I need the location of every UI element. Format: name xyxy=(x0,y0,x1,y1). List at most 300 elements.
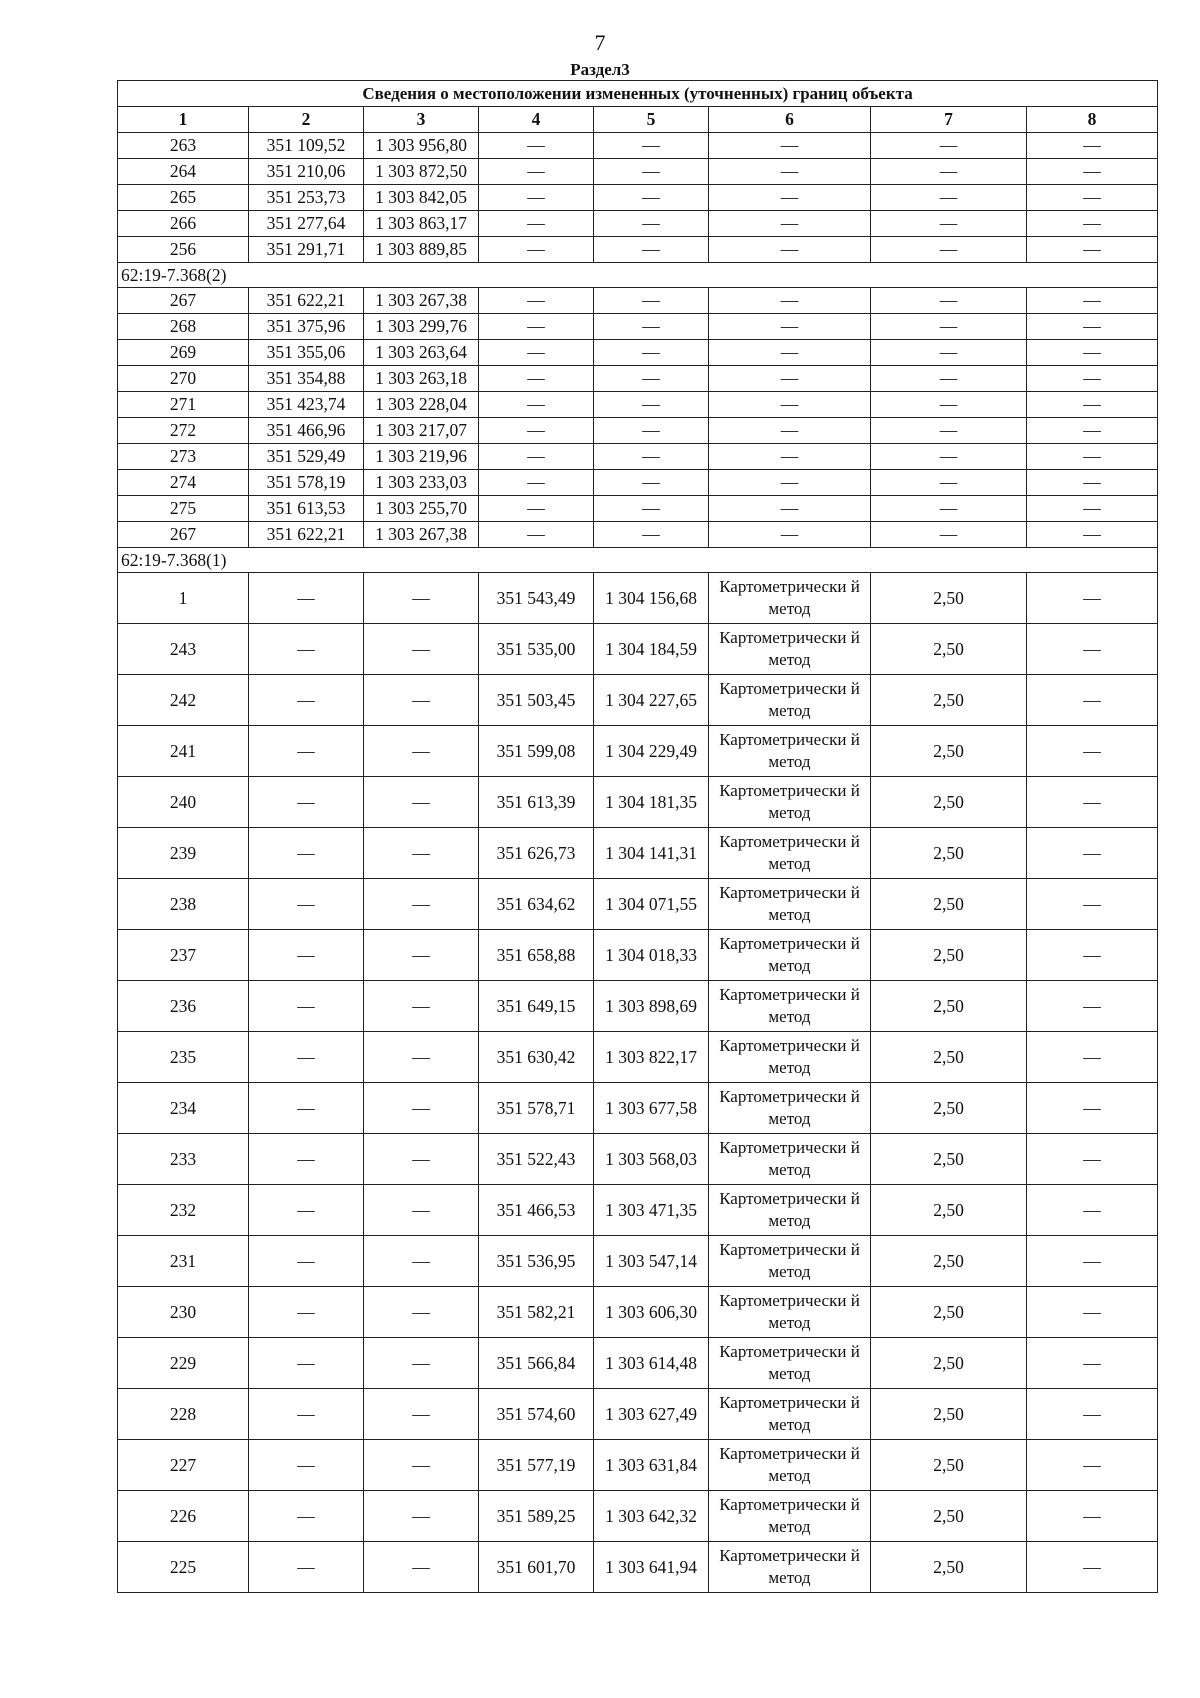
empty-cell: — xyxy=(479,366,594,392)
new-y: 1 304 141,31 xyxy=(594,828,709,879)
point-number: 267 xyxy=(118,288,249,314)
empty-cell: — xyxy=(479,159,594,185)
method: Картометрически й метод xyxy=(709,828,871,879)
group-label-row xyxy=(118,548,1158,573)
table-title: Сведения о местоположении измененных (уточненных) границ объекта xyxy=(118,81,1158,107)
table-row xyxy=(118,366,1158,392)
new-y: 1 304 184,59 xyxy=(594,624,709,675)
table-row xyxy=(118,675,1158,726)
method: Картометрически й метод xyxy=(709,1185,871,1236)
table-row xyxy=(118,1134,1158,1185)
new-x: 351 626,73 xyxy=(479,828,594,879)
method: Картометрически й метод xyxy=(709,777,871,828)
empty-cell: — xyxy=(871,366,1027,392)
column-header: 7 xyxy=(871,107,1027,133)
empty-cell: — xyxy=(1027,314,1158,340)
new-x: 351 658,88 xyxy=(479,930,594,981)
new-y: 1 303 898,69 xyxy=(594,981,709,1032)
existing-x: 351 622,21 xyxy=(249,288,364,314)
method: Картометрически й метод xyxy=(709,879,871,930)
method: Картометрически й метод xyxy=(709,1236,871,1287)
column-header-row xyxy=(118,107,1158,133)
new-y: 1 304 156,68 xyxy=(594,573,709,624)
table-row xyxy=(118,496,1158,522)
existing-y: 1 303 217,07 xyxy=(364,418,479,444)
table-row xyxy=(118,522,1158,548)
empty-cell: — xyxy=(594,185,709,211)
new-y: 1 303 627,49 xyxy=(594,1389,709,1440)
empty-cell: — xyxy=(709,392,871,418)
empty-cell: — xyxy=(364,879,479,930)
empty-cell: — xyxy=(709,288,871,314)
point-number: 270 xyxy=(118,366,249,392)
empty-cell: — xyxy=(594,444,709,470)
point-number: 242 xyxy=(118,675,249,726)
point-number: 230 xyxy=(118,1287,249,1338)
empty-cell: — xyxy=(479,185,594,211)
empty-cell: — xyxy=(594,314,709,340)
existing-x: 351 291,71 xyxy=(249,237,364,263)
column-header: 6 xyxy=(709,107,871,133)
empty-cell: — xyxy=(249,1185,364,1236)
empty-cell: — xyxy=(479,237,594,263)
column-header: 8 xyxy=(1027,107,1158,133)
empty-cell: — xyxy=(709,366,871,392)
empty-cell: — xyxy=(709,340,871,366)
empty-cell: — xyxy=(1027,392,1158,418)
accuracy: 2,50 xyxy=(871,1389,1027,1440)
empty-cell: — xyxy=(1027,879,1158,930)
empty-cell: — xyxy=(1027,1287,1158,1338)
empty-cell: — xyxy=(1027,366,1158,392)
new-x: 351 589,25 xyxy=(479,1491,594,1542)
empty-cell: — xyxy=(594,496,709,522)
empty-cell: — xyxy=(709,444,871,470)
table-row xyxy=(118,624,1158,675)
table-row xyxy=(118,444,1158,470)
empty-cell: — xyxy=(364,981,479,1032)
table-row xyxy=(118,828,1158,879)
empty-cell: — xyxy=(1027,211,1158,237)
accuracy: 2,50 xyxy=(871,1134,1027,1185)
empty-cell: — xyxy=(871,340,1027,366)
method: Картометрически й метод xyxy=(709,675,871,726)
point-number: 225 xyxy=(118,1542,249,1593)
point-number: 240 xyxy=(118,777,249,828)
point-number: 229 xyxy=(118,1338,249,1389)
empty-cell: — xyxy=(479,133,594,159)
new-y: 1 303 547,14 xyxy=(594,1236,709,1287)
empty-cell: — xyxy=(364,1389,479,1440)
new-x: 351 522,43 xyxy=(479,1134,594,1185)
empty-cell: — xyxy=(1027,624,1158,675)
empty-cell: — xyxy=(594,133,709,159)
existing-y: 1 303 233,03 xyxy=(364,470,479,496)
empty-cell: — xyxy=(1027,1389,1158,1440)
empty-cell: — xyxy=(249,1236,364,1287)
empty-cell: — xyxy=(364,1134,479,1185)
empty-cell: — xyxy=(249,777,364,828)
empty-cell: — xyxy=(1027,777,1158,828)
method: Картометрически й метод xyxy=(709,1542,871,1593)
empty-cell: — xyxy=(871,288,1027,314)
empty-cell: — xyxy=(594,418,709,444)
empty-cell: — xyxy=(871,522,1027,548)
point-number: 274 xyxy=(118,470,249,496)
empty-cell: — xyxy=(479,470,594,496)
empty-cell: — xyxy=(1027,340,1158,366)
table-row xyxy=(118,1185,1158,1236)
empty-cell: — xyxy=(871,470,1027,496)
point-number: 227 xyxy=(118,1440,249,1491)
accuracy: 2,50 xyxy=(871,930,1027,981)
table-row xyxy=(118,470,1158,496)
table-row xyxy=(118,573,1158,624)
method: Картометрически й метод xyxy=(709,624,871,675)
point-number: 243 xyxy=(118,624,249,675)
existing-x: 351 613,53 xyxy=(249,496,364,522)
column-header: 3 xyxy=(364,107,479,133)
accuracy: 2,50 xyxy=(871,726,1027,777)
existing-y: 1 303 228,04 xyxy=(364,392,479,418)
table-row xyxy=(118,392,1158,418)
table-row xyxy=(118,1440,1158,1491)
empty-cell: — xyxy=(249,1083,364,1134)
empty-cell: — xyxy=(364,1032,479,1083)
empty-cell: — xyxy=(249,1389,364,1440)
empty-cell: — xyxy=(1027,1032,1158,1083)
accuracy: 2,50 xyxy=(871,981,1027,1032)
new-x: 351 649,15 xyxy=(479,981,594,1032)
empty-cell: — xyxy=(249,675,364,726)
table-row xyxy=(118,981,1158,1032)
empty-cell: — xyxy=(709,159,871,185)
new-y: 1 303 677,58 xyxy=(594,1083,709,1134)
existing-y: 1 303 267,38 xyxy=(364,288,479,314)
new-y: 1 303 471,35 xyxy=(594,1185,709,1236)
point-number: 269 xyxy=(118,340,249,366)
point-number: 236 xyxy=(118,981,249,1032)
empty-cell: — xyxy=(364,1542,479,1593)
empty-cell: — xyxy=(594,237,709,263)
empty-cell: — xyxy=(871,237,1027,263)
table-row xyxy=(118,133,1158,159)
empty-cell: — xyxy=(364,573,479,624)
new-x: 351 613,39 xyxy=(479,777,594,828)
point-number: 238 xyxy=(118,879,249,930)
accuracy: 2,50 xyxy=(871,573,1027,624)
point-number: 226 xyxy=(118,1491,249,1542)
existing-y: 1 303 263,18 xyxy=(364,366,479,392)
point-number: 273 xyxy=(118,444,249,470)
method: Картометрически й метод xyxy=(709,930,871,981)
empty-cell: — xyxy=(249,1542,364,1593)
empty-cell: — xyxy=(1027,828,1158,879)
empty-cell: — xyxy=(871,211,1027,237)
empty-cell: — xyxy=(1027,726,1158,777)
empty-cell: — xyxy=(594,211,709,237)
existing-x: 351 466,96 xyxy=(249,418,364,444)
empty-cell: — xyxy=(594,470,709,496)
method: Картометрически й метод xyxy=(709,1440,871,1491)
new-y: 1 303 606,30 xyxy=(594,1287,709,1338)
column-header: 2 xyxy=(249,107,364,133)
new-x: 351 630,42 xyxy=(479,1032,594,1083)
existing-y: 1 303 267,38 xyxy=(364,522,479,548)
empty-cell: — xyxy=(479,288,594,314)
empty-cell: — xyxy=(1027,470,1158,496)
method: Картометрически й метод xyxy=(709,1287,871,1338)
point-number: 235 xyxy=(118,1032,249,1083)
method: Картометрически й метод xyxy=(709,1389,871,1440)
method: Картометрически й метод xyxy=(709,573,871,624)
existing-y: 1 303 255,70 xyxy=(364,496,479,522)
point-number: 267 xyxy=(118,522,249,548)
accuracy: 2,50 xyxy=(871,1287,1027,1338)
empty-cell: — xyxy=(709,470,871,496)
empty-cell: — xyxy=(709,211,871,237)
empty-cell: — xyxy=(479,392,594,418)
existing-x: 351 423,74 xyxy=(249,392,364,418)
table-row xyxy=(118,1083,1158,1134)
point-number: 265 xyxy=(118,185,249,211)
empty-cell: — xyxy=(709,237,871,263)
table-row xyxy=(118,1338,1158,1389)
empty-cell: — xyxy=(249,573,364,624)
point-number: 239 xyxy=(118,828,249,879)
accuracy: 2,50 xyxy=(871,828,1027,879)
empty-cell: — xyxy=(594,392,709,418)
new-y: 1 303 568,03 xyxy=(594,1134,709,1185)
empty-cell: — xyxy=(709,133,871,159)
existing-x: 351 355,06 xyxy=(249,340,364,366)
method: Картометрически й метод xyxy=(709,1491,871,1542)
table-row xyxy=(118,211,1158,237)
empty-cell: — xyxy=(479,211,594,237)
empty-cell: — xyxy=(871,496,1027,522)
empty-cell: — xyxy=(1027,133,1158,159)
point-number: 272 xyxy=(118,418,249,444)
method: Картометрически й метод xyxy=(709,1338,871,1389)
table-row xyxy=(118,930,1158,981)
empty-cell: — xyxy=(249,879,364,930)
table-row xyxy=(118,185,1158,211)
existing-x: 351 578,19 xyxy=(249,470,364,496)
method: Картометрически й метод xyxy=(709,1083,871,1134)
new-y: 1 304 229,49 xyxy=(594,726,709,777)
empty-cell: — xyxy=(479,418,594,444)
empty-cell: — xyxy=(364,624,479,675)
empty-cell: — xyxy=(594,159,709,185)
empty-cell: — xyxy=(1027,1083,1158,1134)
empty-cell: — xyxy=(249,1491,364,1542)
empty-cell: — xyxy=(249,726,364,777)
empty-cell: — xyxy=(871,392,1027,418)
empty-cell: — xyxy=(364,1185,479,1236)
existing-y: 1 303 889,85 xyxy=(364,237,479,263)
new-x: 351 535,00 xyxy=(479,624,594,675)
empty-cell: — xyxy=(1027,1542,1158,1593)
empty-cell: — xyxy=(1027,418,1158,444)
method: Картометрически й метод xyxy=(709,726,871,777)
empty-cell: — xyxy=(249,1134,364,1185)
empty-cell: — xyxy=(594,340,709,366)
point-number: 228 xyxy=(118,1389,249,1440)
accuracy: 2,50 xyxy=(871,1440,1027,1491)
empty-cell: — xyxy=(871,133,1027,159)
empty-cell: — xyxy=(709,314,871,340)
existing-x: 351 109,52 xyxy=(249,133,364,159)
point-number: 237 xyxy=(118,930,249,981)
empty-cell: — xyxy=(871,444,1027,470)
empty-cell: — xyxy=(871,185,1027,211)
new-y: 1 303 614,48 xyxy=(594,1338,709,1389)
empty-cell: — xyxy=(871,314,1027,340)
table-row xyxy=(118,288,1158,314)
new-x: 351 543,49 xyxy=(479,573,594,624)
table-row xyxy=(118,1389,1158,1440)
new-x: 351 574,60 xyxy=(479,1389,594,1440)
existing-y: 1 303 299,76 xyxy=(364,314,479,340)
empty-cell: — xyxy=(479,340,594,366)
empty-cell: — xyxy=(479,496,594,522)
accuracy: 2,50 xyxy=(871,1542,1027,1593)
accuracy: 2,50 xyxy=(871,879,1027,930)
empty-cell: — xyxy=(249,1338,364,1389)
empty-cell: — xyxy=(1027,1134,1158,1185)
empty-cell: — xyxy=(1027,288,1158,314)
empty-cell: — xyxy=(709,522,871,548)
empty-cell: — xyxy=(364,1440,479,1491)
empty-cell: — xyxy=(364,930,479,981)
point-number: 241 xyxy=(118,726,249,777)
empty-cell: — xyxy=(364,1236,479,1287)
section-title: Раздел3 xyxy=(570,60,630,79)
new-y: 1 304 018,33 xyxy=(594,930,709,981)
empty-cell: — xyxy=(1027,444,1158,470)
empty-cell: — xyxy=(1027,1491,1158,1542)
empty-cell: — xyxy=(709,185,871,211)
point-number: 268 xyxy=(118,314,249,340)
empty-cell: — xyxy=(1027,930,1158,981)
point-number: 264 xyxy=(118,159,249,185)
method: Картометрически й метод xyxy=(709,1032,871,1083)
new-y: 1 304 071,55 xyxy=(594,879,709,930)
new-x: 351 503,45 xyxy=(479,675,594,726)
existing-y: 1 303 956,80 xyxy=(364,133,479,159)
point-number: 1 xyxy=(118,573,249,624)
empty-cell: — xyxy=(364,675,479,726)
table-row xyxy=(118,726,1158,777)
column-header: 4 xyxy=(479,107,594,133)
empty-cell: — xyxy=(1027,185,1158,211)
table-row xyxy=(118,777,1158,828)
new-x: 351 566,84 xyxy=(479,1338,594,1389)
table-row xyxy=(118,1236,1158,1287)
table-row xyxy=(118,1542,1158,1593)
accuracy: 2,50 xyxy=(871,1338,1027,1389)
boundary-table xyxy=(117,80,1158,1593)
table-row xyxy=(118,237,1158,263)
group-label-row xyxy=(118,263,1158,288)
empty-cell: — xyxy=(594,288,709,314)
new-x: 351 578,71 xyxy=(479,1083,594,1134)
empty-cell: — xyxy=(479,522,594,548)
empty-cell: — xyxy=(364,777,479,828)
table-row xyxy=(118,879,1158,930)
new-y: 1 304 181,35 xyxy=(594,777,709,828)
point-number: 234 xyxy=(118,1083,249,1134)
empty-cell: — xyxy=(479,314,594,340)
table-row xyxy=(118,1491,1158,1542)
table-body xyxy=(118,133,1158,1593)
point-number: 266 xyxy=(118,211,249,237)
empty-cell: — xyxy=(871,418,1027,444)
new-y: 1 304 227,65 xyxy=(594,675,709,726)
new-x: 351 634,62 xyxy=(479,879,594,930)
existing-x: 351 277,64 xyxy=(249,211,364,237)
existing-y: 1 303 863,17 xyxy=(364,211,479,237)
existing-x: 351 253,73 xyxy=(249,185,364,211)
table-row xyxy=(118,1287,1158,1338)
cadastral-number: 62:19-7.368(2) xyxy=(118,263,1158,288)
table-row xyxy=(118,418,1158,444)
new-x: 351 466,53 xyxy=(479,1185,594,1236)
point-number: 232 xyxy=(118,1185,249,1236)
table-row xyxy=(118,1032,1158,1083)
new-y: 1 303 822,17 xyxy=(594,1032,709,1083)
empty-cell: — xyxy=(364,1083,479,1134)
method: Картометрически й метод xyxy=(709,1134,871,1185)
accuracy: 2,50 xyxy=(871,1491,1027,1542)
empty-cell: — xyxy=(1027,573,1158,624)
empty-cell: — xyxy=(1027,522,1158,548)
column-header: 5 xyxy=(594,107,709,133)
empty-cell: — xyxy=(594,366,709,392)
new-y: 1 303 631,84 xyxy=(594,1440,709,1491)
new-y: 1 303 641,94 xyxy=(594,1542,709,1593)
empty-cell: — xyxy=(364,1287,479,1338)
point-number: 231 xyxy=(118,1236,249,1287)
empty-cell: — xyxy=(364,1491,479,1542)
new-y: 1 303 642,32 xyxy=(594,1491,709,1542)
empty-cell: — xyxy=(1027,1236,1158,1287)
accuracy: 2,50 xyxy=(871,1083,1027,1134)
empty-cell: — xyxy=(249,828,364,879)
point-number: 233 xyxy=(118,1134,249,1185)
existing-y: 1 303 219,96 xyxy=(364,444,479,470)
point-number: 275 xyxy=(118,496,249,522)
existing-y: 1 303 872,50 xyxy=(364,159,479,185)
empty-cell: — xyxy=(594,522,709,548)
empty-cell: — xyxy=(1027,1338,1158,1389)
empty-cell: — xyxy=(1027,496,1158,522)
table-row xyxy=(118,314,1158,340)
empty-cell: — xyxy=(1027,237,1158,263)
accuracy: 2,50 xyxy=(871,1032,1027,1083)
new-x: 351 599,08 xyxy=(479,726,594,777)
empty-cell: — xyxy=(249,1440,364,1491)
existing-y: 1 303 263,64 xyxy=(364,340,479,366)
method: Картометрически й метод xyxy=(709,981,871,1032)
empty-cell: — xyxy=(709,418,871,444)
empty-cell: — xyxy=(479,444,594,470)
accuracy: 2,50 xyxy=(871,675,1027,726)
existing-x: 351 210,06 xyxy=(249,159,364,185)
table-row xyxy=(118,340,1158,366)
empty-cell: — xyxy=(249,930,364,981)
empty-cell: — xyxy=(249,981,364,1032)
